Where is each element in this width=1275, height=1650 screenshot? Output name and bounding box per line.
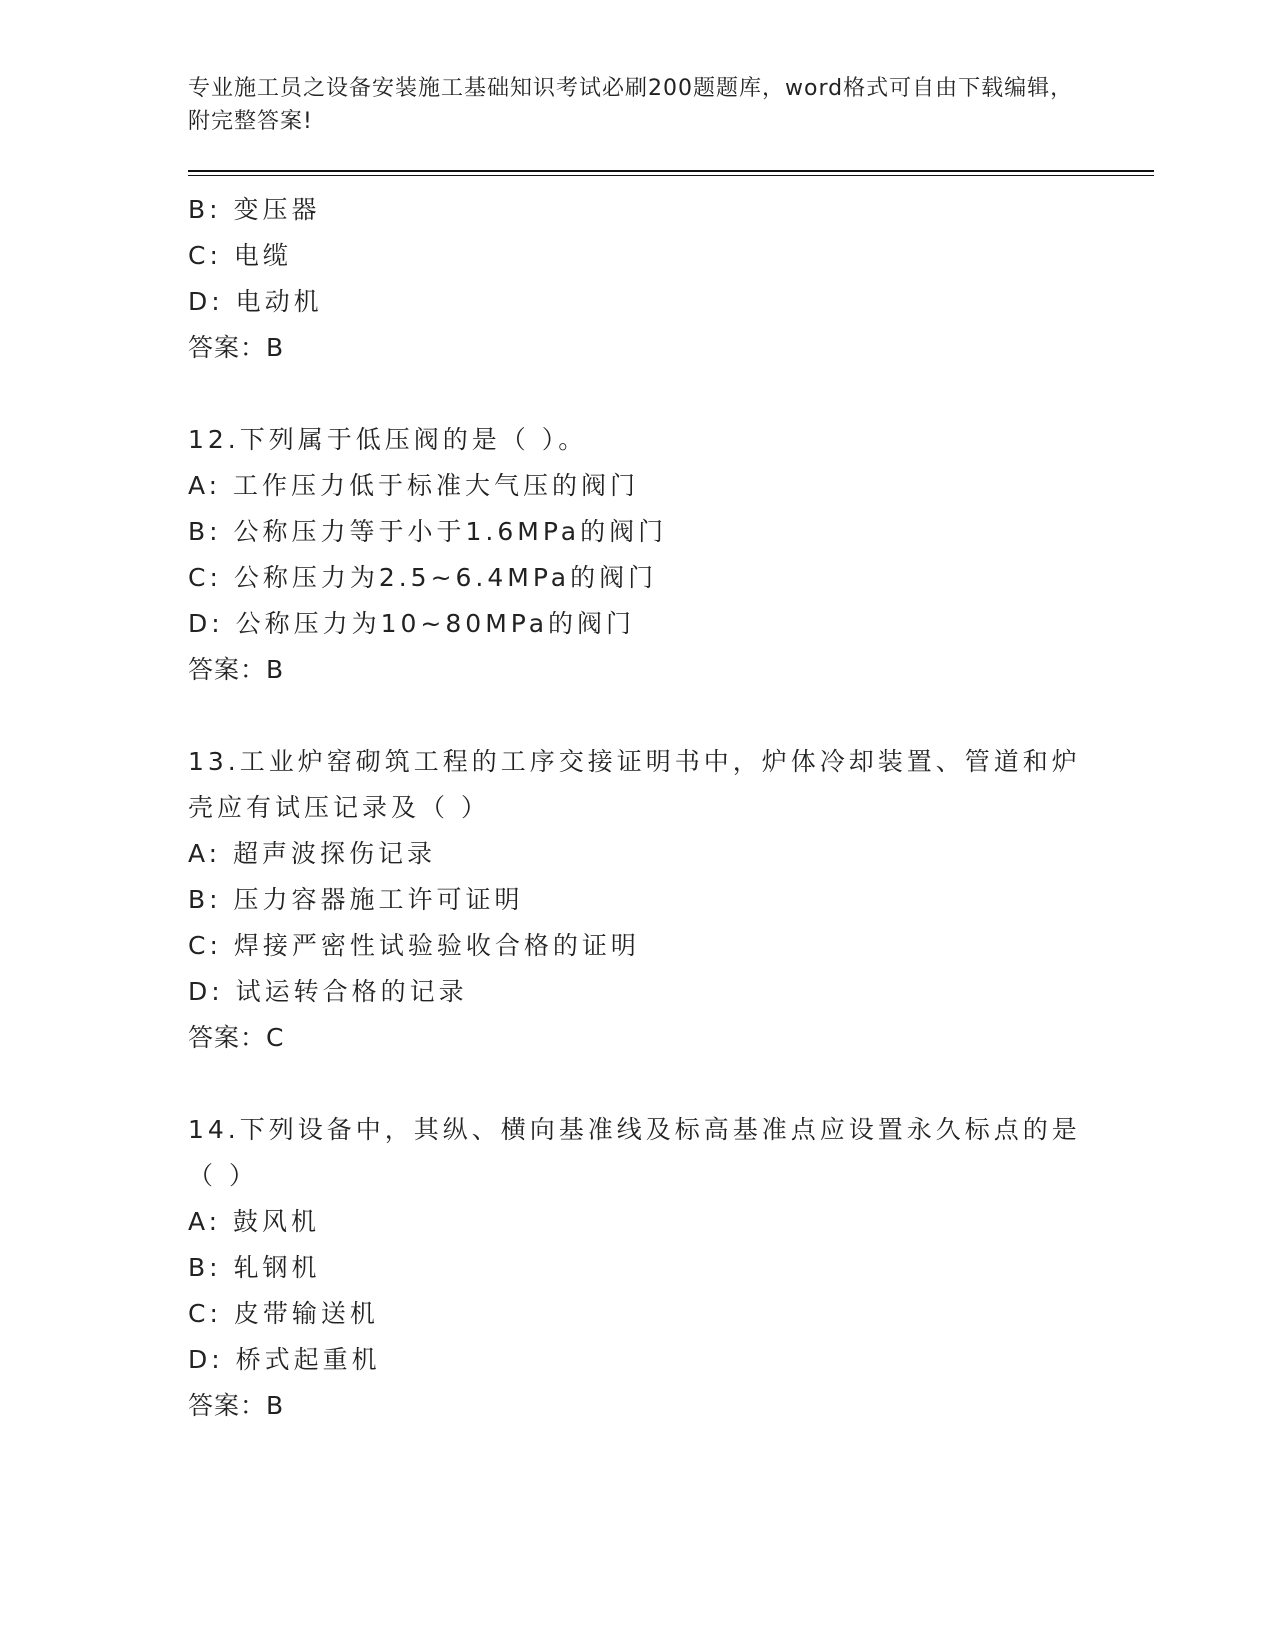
question-13-option-b: B: 压力容器施工许可证明 [188, 885, 524, 914]
question-content [188, 187, 1088, 1429]
spacer [188, 371, 1088, 417]
question-14-option-d: D: 桥式起重机 [188, 1345, 381, 1374]
header-divider-thin [188, 175, 1154, 176]
question-14-option-b: B: 轧钢机 [188, 1253, 321, 1282]
option-b: B: 变压器 [188, 195, 321, 224]
question-12-answer: 答案：B [188, 655, 285, 684]
question-12-option-c: C: 公称压力为2.5~6.4MPa的阀门 [188, 563, 658, 592]
spacer [188, 693, 1088, 739]
option-c: C: 电缆 [188, 241, 292, 270]
question-13-option-a: A: 超声波探伤记录 [188, 839, 437, 868]
question-12-text: 12.下列属于低压阀的是（ ）。 [188, 425, 588, 454]
question-13-text: 13.工业炉窑砌筑工程的工序交接证明书中，炉体冷却装置、管道和炉壳应有试压记录及（ ） [188, 747, 1081, 822]
spacer [188, 1061, 1088, 1107]
question-14-answer: 答案：B [188, 1391, 285, 1420]
option-d: D: 电动机 [188, 287, 323, 316]
question-12-option-a: A: 工作压力低于标准大气压的阀门 [188, 471, 640, 500]
header-divider-thick [188, 170, 1154, 172]
document-header: 专业施工员之设备安装施工基础知识考试必刷200题题库，word格式可自由下载编辑，附完整答案! [188, 76, 1074, 134]
question-13-option-d: D: 试运转合格的记录 [188, 977, 468, 1006]
question-13-option-c: C: 焊接严密性试验验收合格的证明 [188, 931, 640, 960]
question-12-option-b: B: 公称压力等于小于1.6MPa的阀门 [188, 517, 668, 546]
question-14-option-a: A: 鼓风机 [188, 1207, 321, 1236]
question-13-answer: 答案：C [188, 1023, 285, 1052]
question-14-text: 14.下列设备中，其纵、横向基准线及标高基准点应设置永久标点的是（ ） [188, 1115, 1081, 1190]
question-12-option-d: D: 公称压力为10~80MPa的阀门 [188, 609, 636, 638]
answer-line: 答案：B [188, 333, 285, 362]
question-14-option-c: C: 皮带输送机 [188, 1299, 379, 1328]
